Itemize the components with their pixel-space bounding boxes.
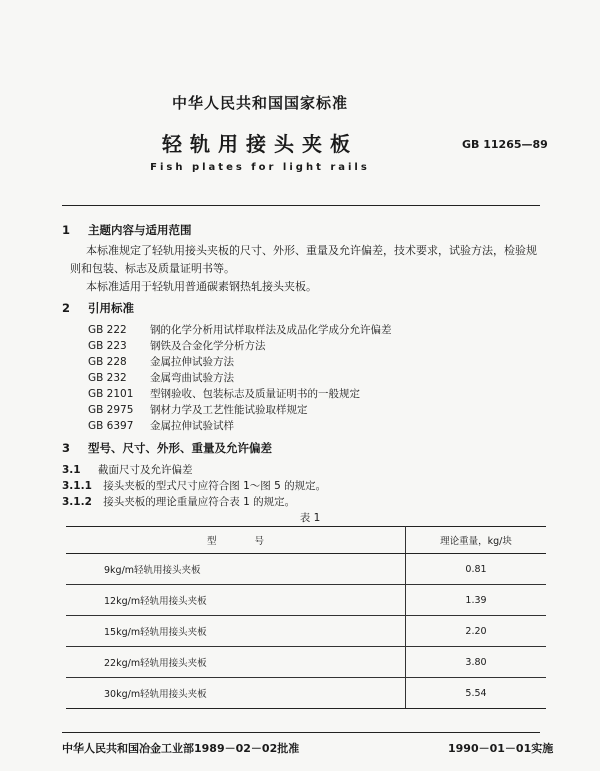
clause-text: 接头夹板的理论重量应符合表 1 的规定。 [103,496,296,508]
reference-code: GB 228 [88,356,127,368]
reference-item [88,386,360,401]
footer-divider [62,732,540,733]
section-2-heading [62,300,134,316]
model-cell: 9kg/m轻轨用接头夹板 [66,554,406,585]
model-cell: 22kg/m轻轨用接头夹板 [66,647,406,678]
reference-item [88,338,266,353]
reference-code: GB 222 [88,324,127,336]
weight-table [66,526,546,709]
weight-cell: 0.81 [406,554,547,585]
reference-code: GB 2975 [88,404,134,416]
model-cell: 12kg/m轻轨用接头夹板 [66,585,406,616]
reference-code: GB 2101 [88,388,134,400]
reference-title: 金属弯曲试验方法 [150,372,234,384]
subsection-number: 3.1 [62,464,81,476]
section-1-paragraph-2: 本标准适用于轻轨用普通碳素钢热轧接头夹板。 [86,280,317,293]
reference-item [88,354,234,369]
reference-code: GB 232 [88,372,127,384]
section-1-number: 1 [62,223,71,237]
effective-date: 1990－01－01实施 [448,742,554,755]
clause-text: 接头夹板的型式尺寸应符合图 1～图 5 的规定。 [103,480,327,492]
section-2-number: 2 [62,301,71,315]
reference-title: 金属拉伸试验试样 [150,420,234,432]
reference-title: 型钢验收、包装标志及质量证明书的一般规定 [150,388,360,400]
model-cell: 15kg/m轻轨用接头夹板 [66,616,406,647]
section-1-heading [62,222,192,238]
table-row [66,678,546,709]
table-row [66,554,546,585]
subsection-3-1 [62,462,192,477]
weight-cell: 3.80 [406,647,547,678]
clause-number: 3.1.1 [62,480,92,492]
standard-nation-heading: 中华人民共和国国家标准 [171,94,348,112]
reference-item [88,322,392,337]
clause-3-1-1 [62,478,326,493]
subsection-title: 截面尺寸及允许偏差 [97,464,193,476]
section-3-number: 3 [62,441,71,455]
weight-cell: 2.20 [406,616,547,647]
reference-title: 金属拉伸试验方法 [150,356,234,368]
reference-code: GB 6397 [88,420,134,432]
document-title: 轻轨用接头夹板 [162,132,358,156]
header-divider [62,205,540,206]
reference-title: 钢铁及合金化学分析方法 [150,340,266,352]
table-row [66,647,546,678]
column-header-model: 型 号 [66,527,406,554]
approval-note: 中华人民共和国冶金工业部1989－02－02批准 [62,742,300,755]
section-1-paragraph-1: 本标准规定了轻轨用接头夹板的尺寸、外形、重量及允许偏差，技术要求，试验方法，检验规则和包装、标志及质量证明书等。 [70,244,537,275]
reference-item [88,418,234,433]
reference-code: GB 223 [88,340,127,352]
english-title: Fish plates for light rails [150,162,370,173]
weight-cell: 5.54 [406,678,547,709]
reference-title: 钢的化学分析用试样取样法及成品化学成分允许偏差 [150,324,392,336]
section-1-title: 主题内容与适用范围 [88,223,192,237]
column-header-weight: 理论重量，kg/块 [406,527,547,554]
weight-cell: 1.39 [406,585,547,616]
reference-title: 钢材力学及工艺性能试验取样规定 [150,404,308,416]
section-2-title: 引用标准 [88,301,135,315]
model-cell: 30kg/m轻轨用接头夹板 [66,678,406,709]
section-3-title: 型号、尺寸、外形、重量及允许偏差 [88,441,273,455]
reference-item [88,402,308,417]
clause-number: 3.1.2 [62,496,92,508]
section-3-heading [62,440,272,456]
reference-item [88,370,234,385]
table-caption: 表 1 [299,512,321,524]
table-row [66,616,546,647]
table-header-row [66,527,546,554]
table-row [66,585,546,616]
standard-code: GB 11265—89 [462,138,548,151]
clause-3-1-2 [62,494,295,509]
